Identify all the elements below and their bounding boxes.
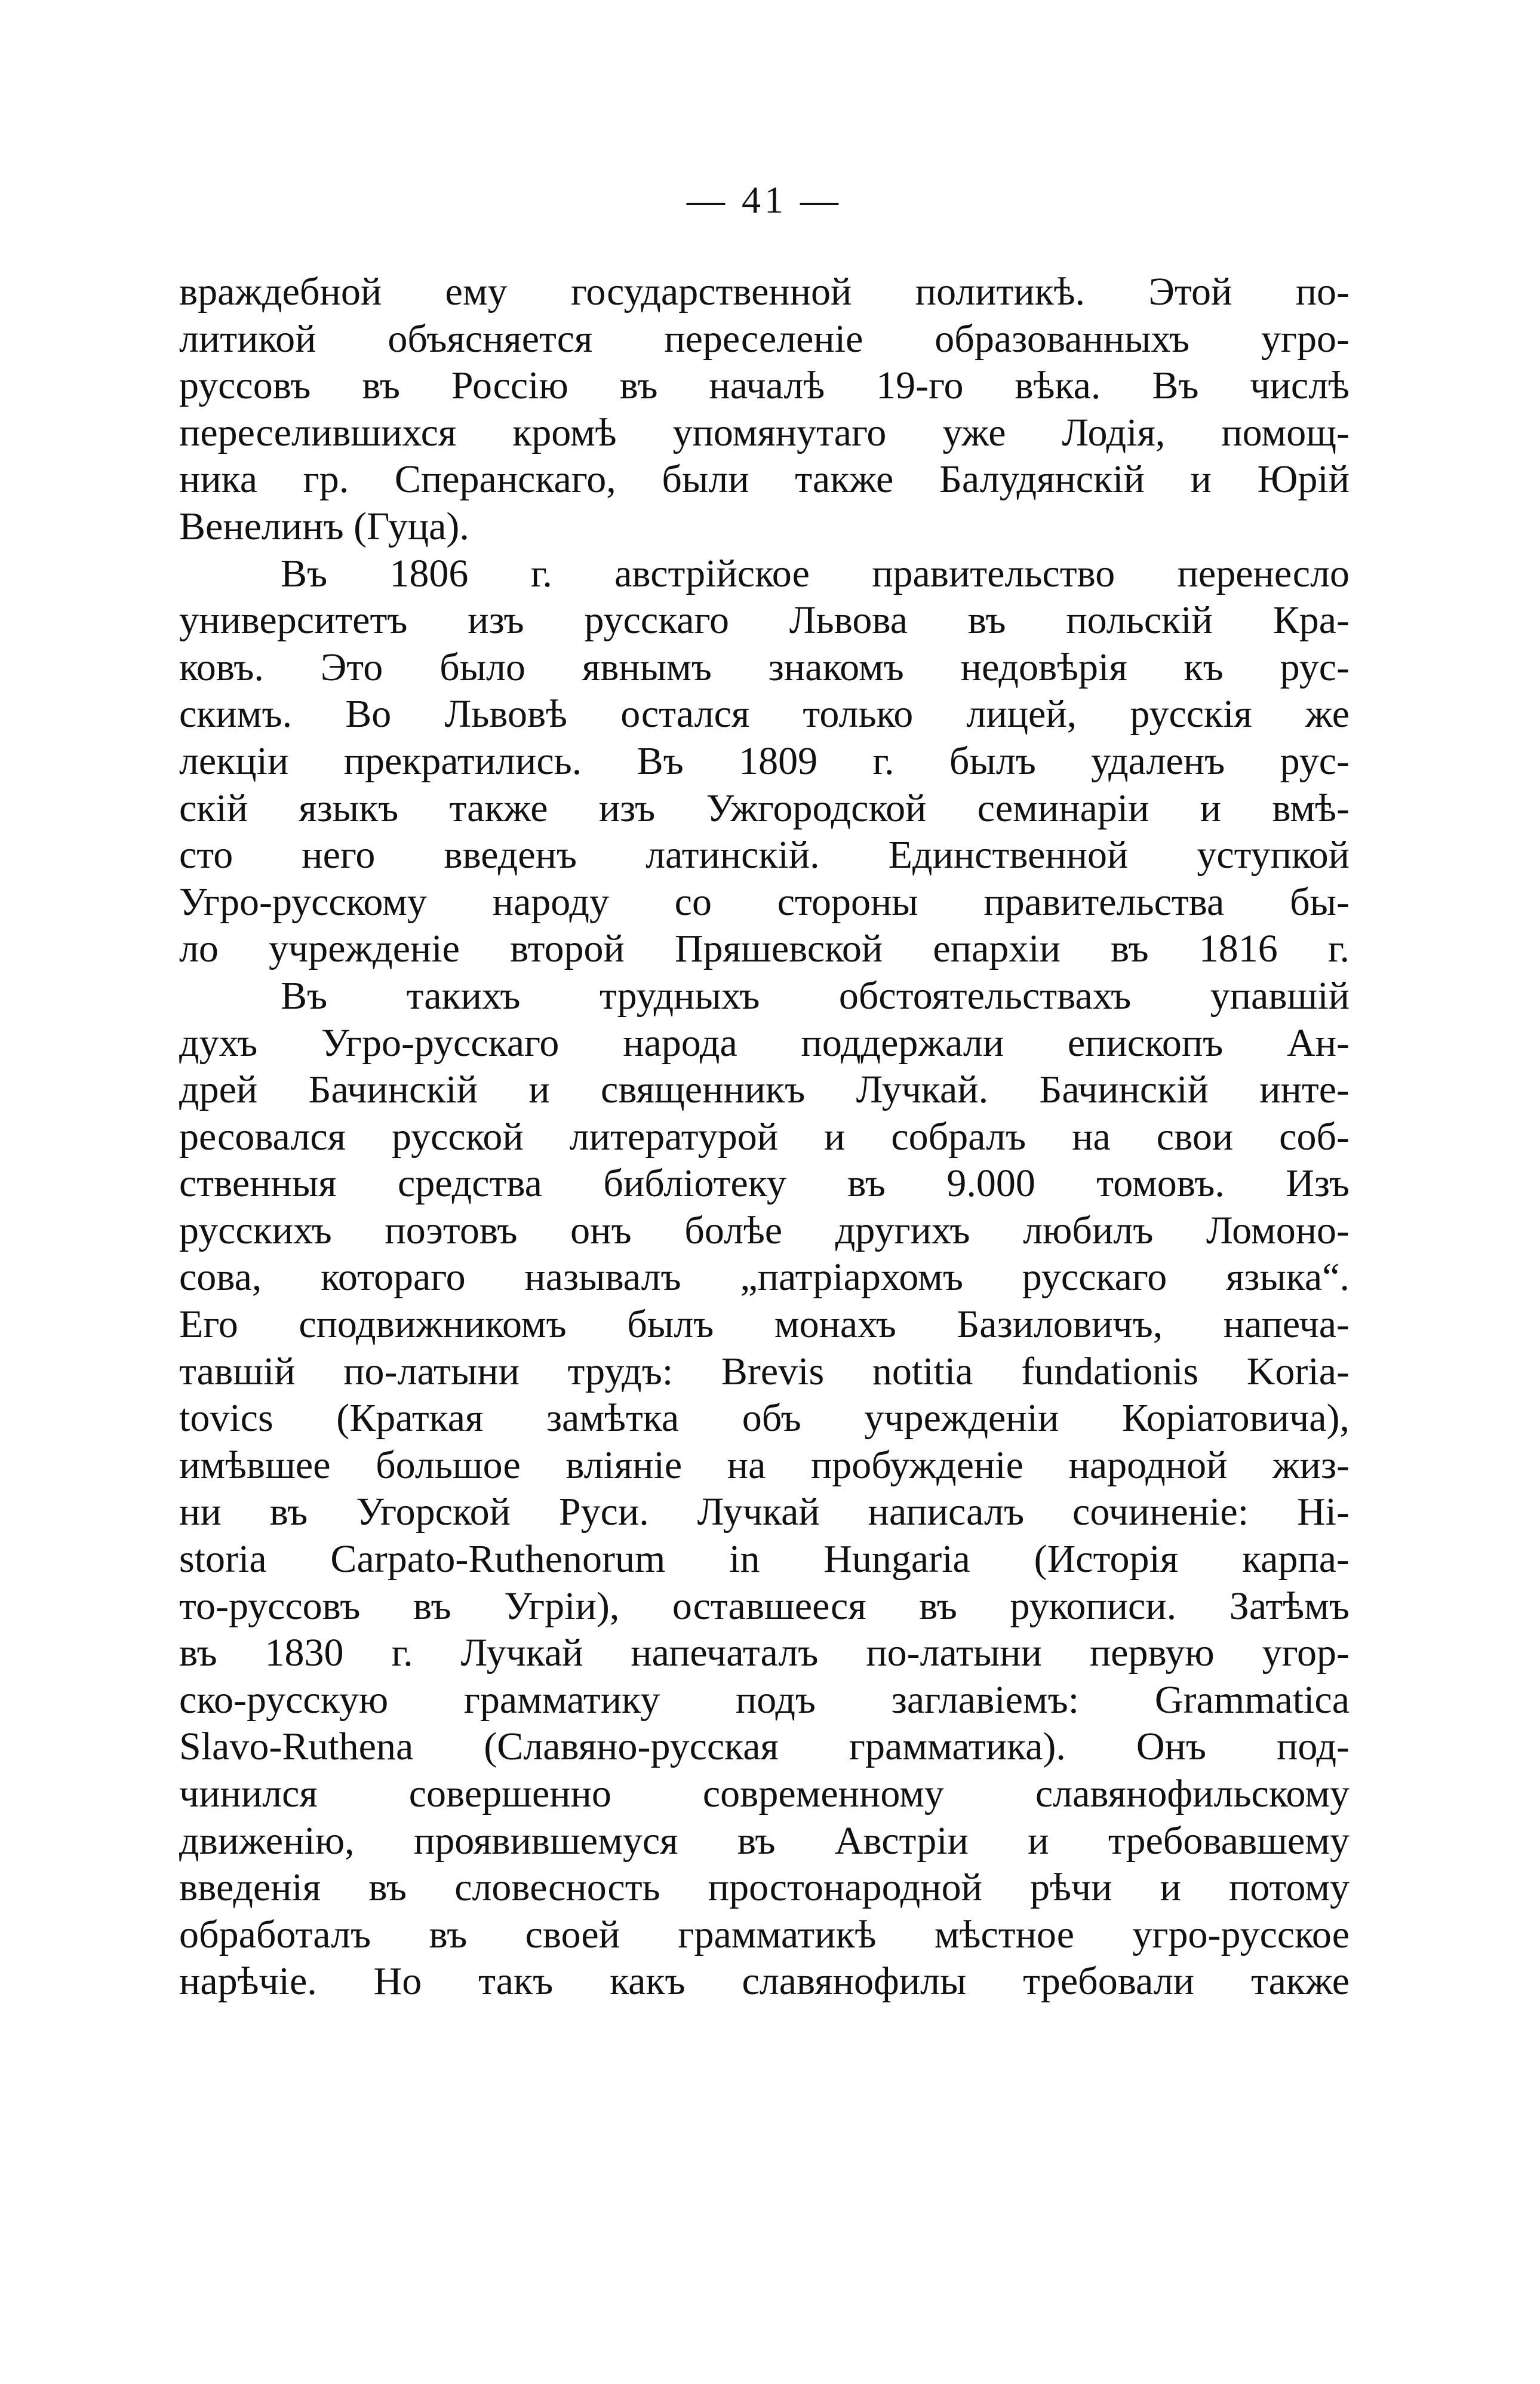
text-line: въ 1830 г. Лучкай напечаталъ по-латыни первую угор-: [179, 1631, 1350, 1675]
text-line: переселившихся кромѣ упомянутаго уже Лодія, помощ-: [179, 410, 1350, 454]
text-line: ни въ Угорской Руси. Лучкай написалъ сочиненіе: Hi-: [179, 1490, 1350, 1534]
text-line: нарѣчіе. Но такъ какъ славянофилы требовали также: [179, 1959, 1350, 2004]
text-line: Угро-русскому народу со стороны правительства бы-: [179, 880, 1350, 924]
text-line: русскихъ поэтовъ онъ болѣе другихъ любилъ Ломоно-: [179, 1208, 1350, 1252]
text-line: духъ Угро-русскаго народа поддержали епископъ Ан-: [179, 1021, 1350, 1065]
text-line: имѣвшее большое вліяніе на пробужденіе народной жиз-: [179, 1443, 1350, 1487]
text-line: сова, котораго называлъ „патріархомъ русскаго языка“.: [179, 1255, 1350, 1299]
text-line: то-руссовъ въ Угріи), оставшееся въ рукописи. Затѣмъ: [179, 1584, 1350, 1628]
text-line: руссовъ въ Россію въ началѣ 19-го вѣка. Въ числѣ: [179, 364, 1350, 408]
text-line: ресовался русской литературой и собралъ на свои соб-: [179, 1114, 1350, 1159]
text-line: storia Carpato-Ruthenorum in Hungaria (Исторія карпа-: [179, 1537, 1350, 1581]
text-line: скимъ. Во Львовѣ остался только лицей, русскія же: [179, 692, 1350, 736]
text-line: Въ 1806 г. австрійское правительство перенесло: [281, 551, 1350, 595]
text-line: обработалъ въ своей грамматикѣ мѣстное угро-русское: [179, 1912, 1350, 1956]
text-line: ло учрежденіе второй Пряшевской епархіи въ 1816 г.: [179, 927, 1350, 971]
page-number: — 41 —: [687, 179, 842, 221]
text-line: tovics (Краткая замѣтка объ учрежденіи Коріатовича),: [179, 1396, 1350, 1440]
text-line: ника гр. Сперанскаго, были также Балудянскій и Юрій: [179, 457, 1350, 502]
text-line: ковъ. Это было явнымъ знакомъ недовѣрія къ рус-: [179, 645, 1350, 689]
text-line: литикой объясняется переселеніе образованныхъ угро-: [179, 317, 1350, 361]
text-line: ственныя средства библіотеку въ 9.000 томовъ. Изъ: [179, 1162, 1350, 1206]
text-line: тавшій по-латыни трудъ: Brevis notitia fundationis Koria-: [179, 1349, 1350, 1393]
body-text: [179, 269, 1350, 2005]
text-line: враждебной ему государственной политикѣ. Этой по-: [179, 270, 1350, 314]
text-line: Въ такихъ трудныхъ обстоятельствахъ упавшій: [281, 973, 1350, 1018]
text-line: Slavo-Ruthena (Славяно-русская грамматика). Онъ под-: [179, 1725, 1350, 1769]
text-line: Его сподвижникомъ былъ монахъ Базиловичъ, напеча-: [179, 1302, 1350, 1347]
text-line: Венелинъ (Гуца).: [179, 504, 469, 548]
book-page: [179, 173, 1350, 2005]
text-line: движенію, проявившемуся въ Австріи и требовавшему: [179, 1818, 1350, 1863]
text-line: сто него введенъ латинскій. Единственной уступкой: [179, 833, 1350, 877]
text-line: дрей Бачинскій и священникъ Лучкай. Бачинскій инте-: [179, 1068, 1350, 1112]
text-line: университетъ изъ русскаго Львова въ польскій Кра-: [179, 598, 1350, 643]
text-line: ско-русскую грамматику подъ заглавіемъ: Grammatica: [179, 1678, 1350, 1722]
text-line: скій языкъ также изъ Ужгородской семинаріи и вмѣ-: [179, 786, 1350, 830]
text-line: чинился совершенно современному славянофильскому: [179, 1772, 1350, 1815]
text-line: лекціи прекратились. Въ 1809 г. былъ удаленъ рус-: [179, 739, 1350, 783]
text-line: введенія въ словесность простонародной рѣчи и потому: [179, 1866, 1350, 1910]
